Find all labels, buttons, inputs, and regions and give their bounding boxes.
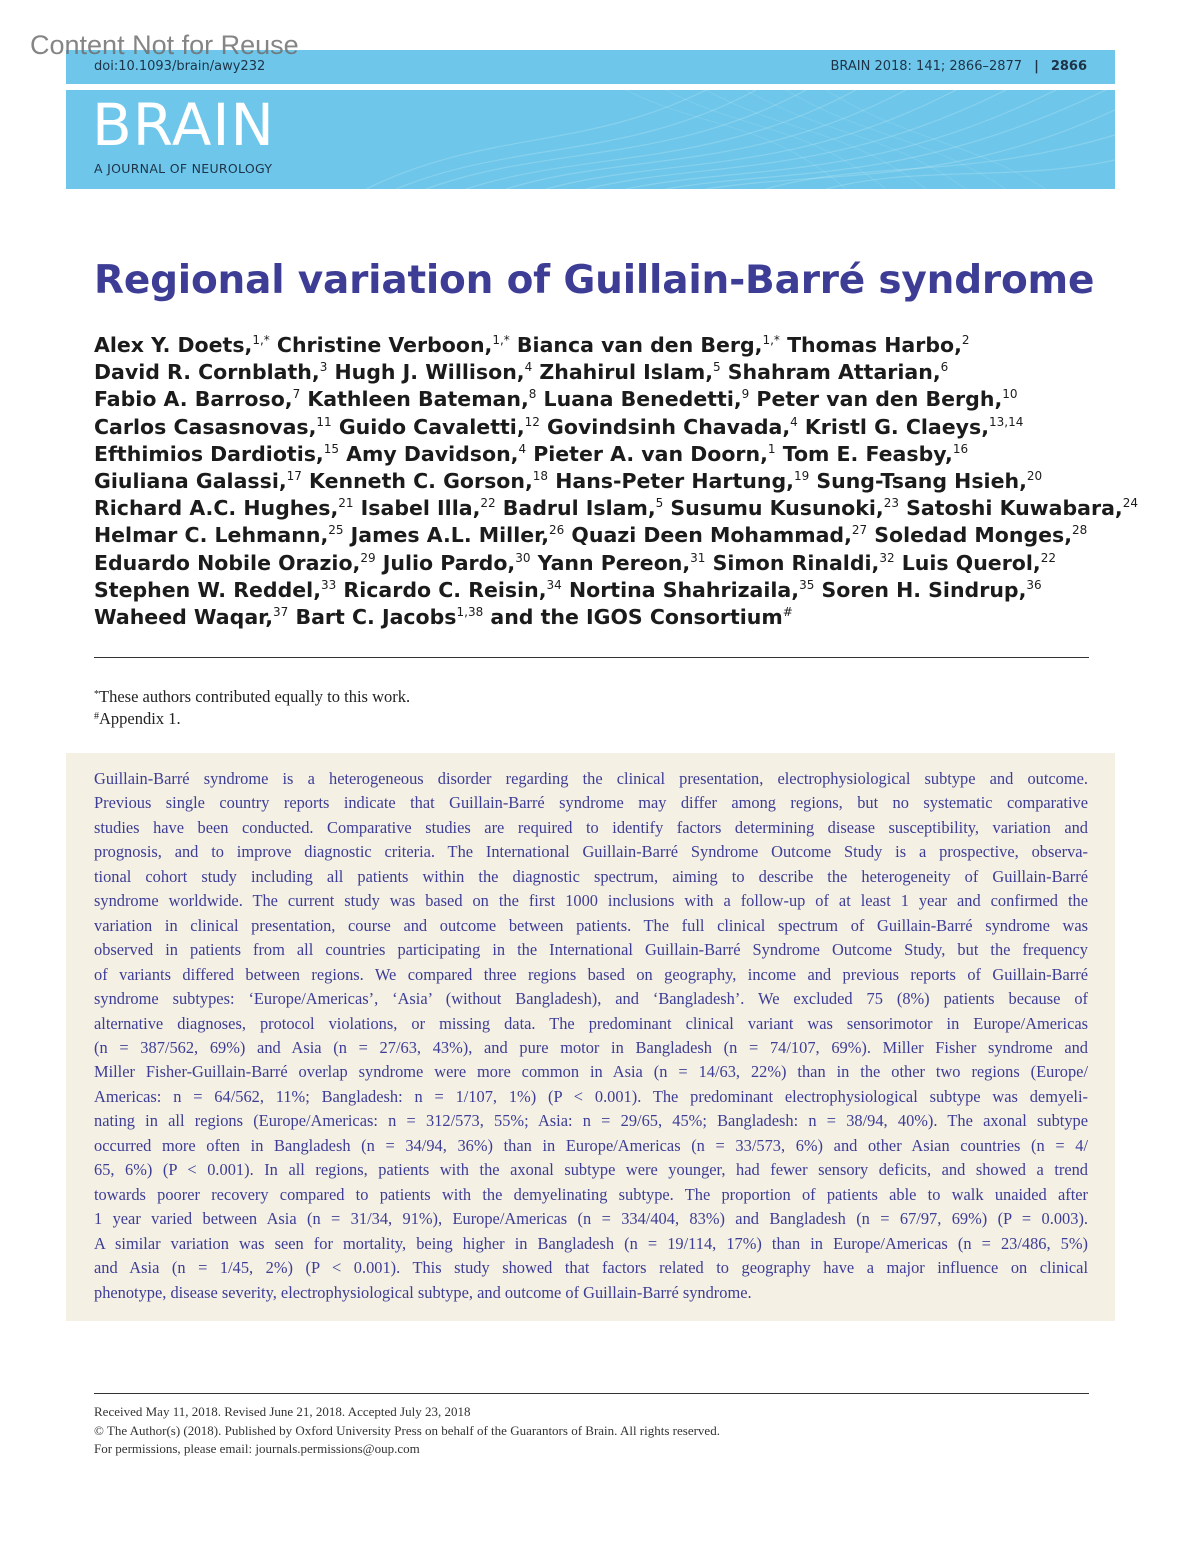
affiliation-marker: 17 <box>286 469 302 484</box>
abstract-line: nating in all regions (Europe/Americas: n = 312/573, 55%; Asia: n = 29/65, 45%; Bangladesh: n = 38/94, 40%). The axonal subtype <box>94 1111 1088 1131</box>
abstract-line: studies have been conducted. Comparative studies are required to identify factors determining disease susceptibility, variation and <box>94 817 1088 837</box>
affiliation-marker: 1,* <box>252 333 270 347</box>
author-name: Alex Y. Doets, <box>94 333 253 357</box>
abstract-line: A similar variation was seen for mortality, being higher in Bangladesh (n = 19/114, 17%) than in Europe/Americas (n = 23/486, 5%) <box>94 1233 1088 1253</box>
author-name: Soledad Monges, <box>867 523 1073 548</box>
affiliation-marker: 13,14 <box>989 414 1024 429</box>
abstract-line: of variants differed between regions. We compared three regions based on geography, income and previous reports of Guillain-Barré <box>94 964 1088 984</box>
author-name: Zhahirul Islam, <box>532 360 713 385</box>
abstract-line: Americas: n = 64/562, 11%; Bangladesh: n = 1/107, 1%) (P < 0.001). The predominant electrophysiological subtype was demyeli- <box>94 1086 1088 1106</box>
affiliation-marker: 21 <box>338 496 354 511</box>
affiliation-marker: 1,* <box>492 333 510 347</box>
footer-copyright: © The Author(s) (2018). Published by Oxford University Press on behalf of the Guarantors of Brain. All rights reserved. <box>94 1422 720 1438</box>
author-name: Soren H. Sindrup, <box>814 577 1027 602</box>
author-line <box>94 359 1104 386</box>
author-line <box>94 604 1104 631</box>
separator: | <box>1034 59 1039 74</box>
author-name: Luana Benedetti, <box>536 387 742 412</box>
author-list <box>94 332 1138 631</box>
author-name: Tom E. Feasby, <box>775 441 953 466</box>
affiliation-marker: 32 <box>879 550 895 565</box>
abstract-line: 65, 6%) (P < 0.001). In all regions, patients with the axonal subtype were younger, had fewer sensory deficits, and showed a trend <box>94 1160 1088 1180</box>
abstract-line: prognosis, and to improve diagnostic criteria. The International Guillain-Barré Syndrome Outcome Study is a prospective, observa- <box>94 842 1088 862</box>
abstract-line: observed in patients from all countries participating in the International Guillain-Barré Syndrome Outcome Study, but the frequency <box>94 940 1088 960</box>
author-name: and the IGOS Consortium <box>483 605 783 630</box>
note-text: These authors contributed equally to this work. <box>99 687 411 706</box>
footer <box>94 1403 720 1459</box>
author-name: Giuliana Galassi, <box>94 469 287 494</box>
affiliation-marker: 5 <box>712 360 721 375</box>
note-marker: # <box>94 711 99 722</box>
author-line <box>94 522 1104 549</box>
affiliation-marker: 25 <box>328 523 344 538</box>
affiliation-marker: 10 <box>1002 387 1018 402</box>
author-line <box>94 441 1104 468</box>
author-name: Amy Davidson, <box>339 441 519 466</box>
divider <box>94 1393 1089 1394</box>
author-name: Carlos Casasnovas, <box>94 414 317 439</box>
abstract-line: occurred more often in Bangladesh (n = 34/94, 36%) than in Europe/Americas (n = 33/573, 6%) and other Asian countries (n = 4/ <box>94 1135 1088 1155</box>
abstract-line: Miller Fisher-Guillain-Barré overlap syndrome were more common in Asia (n = 14/63, 22%) than in the other two regions (Europe/ <box>94 1062 1088 1082</box>
affiliation-marker: 3 <box>319 360 328 375</box>
abstract-line: syndrome subtypes: ‘Europe/Americas’, ‘Asia’ (without Bangladesh), and ‘Bangladesh’. We excluded 75 (8%) patients because of <box>94 989 1088 1009</box>
author-name: Hans-Peter Hartung, <box>548 469 794 494</box>
affiliation-marker: 8 <box>528 387 537 402</box>
abstract-line: (n = 387/562, 69%) and Asia (n = 27/63, 43%), and pure motor in Bangladesh (n = 74/107, 69%). Miller Fisher syndrome and <box>94 1037 1088 1057</box>
note-marker: * <box>94 689 99 700</box>
author-name: Simon Rinaldi, <box>705 550 880 575</box>
author-name: Hugh J. Willison, <box>327 360 525 385</box>
affiliation-marker: 37 <box>273 605 289 620</box>
affiliation-marker: 35 <box>799 577 815 592</box>
abstract-line: Guillain-Barré syndrome is a heterogeneous disorder regarding the clinical presentation, electrophysiological subtype and outcome. <box>94 769 1088 788</box>
affiliation-marker: # <box>782 605 793 620</box>
article-title: Regional variation of Guillain-Barré syndrome <box>94 258 1095 303</box>
affiliation-marker: 18 <box>532 469 549 484</box>
author-line <box>94 414 1104 441</box>
affiliation-marker: 4 <box>524 360 533 375</box>
author-line <box>94 495 1138 522</box>
abstract-line: variation in clinical presentation, course and outcome between patients. The full clinical spectrum of Guillain-Barré syndrome was <box>94 915 1088 935</box>
author-line <box>94 468 1104 495</box>
affiliation-marker: 33 <box>321 577 337 592</box>
affiliation-marker: 27 <box>851 523 868 538</box>
citation-text: BRAIN 2018: 141; 2866–2877 <box>830 59 1023 74</box>
author-name: Bianca van den Berg, <box>509 333 763 357</box>
footer-dates: Received May 11, 2018. Revised June 21, 2018. Accepted July 23, 2018 <box>94 1404 471 1419</box>
author-name: Ricardo C. Reisin, <box>336 577 547 602</box>
affiliation-marker: 24 <box>1122 496 1138 511</box>
abstract-box <box>66 753 1115 1321</box>
footer-permissions: For permissions, please email: journals.permissions@oup.com <box>94 1441 420 1456</box>
author-name: Helmar C. Lehmann, <box>94 523 329 548</box>
author-name: Nortina Shahrizaila, <box>561 577 800 602</box>
author-name: Efthimios Dardiotis, <box>94 441 324 466</box>
affiliation-marker: 19 <box>793 469 810 484</box>
affiliation-marker: 28 <box>1072 523 1088 538</box>
affiliation-marker: 11 <box>316 414 332 429</box>
affiliation-marker: 7 <box>292 387 301 402</box>
affiliation-marker: 36 <box>1026 577 1042 592</box>
affiliation-marker: 22 <box>480 496 496 511</box>
abstract-line: tional cohort study including all patients within the diagnostic spectrum, aiming to describe the heterogeneity of Guillain-Barré <box>94 866 1088 886</box>
author-name: Kathleen Bateman, <box>300 387 529 412</box>
author-notes <box>94 686 410 730</box>
author-name: Julio Pardo, <box>375 550 516 575</box>
author-note <box>94 686 410 708</box>
author-name: Eduardo Nobile Orazio, <box>94 550 361 575</box>
author-name: Waheed Waqar, <box>94 605 274 630</box>
author-name: Pieter A. van Doorn, <box>526 441 768 466</box>
affiliation-marker: 1,* <box>762 333 780 347</box>
abstract-line: and Asia (n = 1/45, 2%) (P < 0.001). This study showed that factors related to geography have a major influence on clinical <box>94 1258 1088 1278</box>
affiliation-marker: 5 <box>655 496 664 511</box>
abstract-text <box>94 767 1088 1305</box>
affiliation-marker: 9 <box>741 387 750 402</box>
affiliation-marker: 1,38 <box>456 605 484 620</box>
author-name: Fabio A. Barroso, <box>94 387 293 412</box>
page-number: 2866 <box>1050 59 1087 74</box>
author-name: Badrul Islam, <box>495 496 656 521</box>
abstract-line: towards poorer recovery compared to patients with the demyelinating subtype. The proportion of patients able to walk unaided after <box>94 1184 1088 1204</box>
author-line <box>94 386 1104 413</box>
affiliation-marker: 20 <box>1026 469 1043 484</box>
affiliation-marker: 34 <box>546 577 562 592</box>
author-name: Kenneth C. Gorson, <box>301 469 533 494</box>
author-name: Peter van den Bergh, <box>749 387 1003 412</box>
affiliation-marker: 4 <box>518 441 527 456</box>
journal-banner <box>66 90 1115 189</box>
author-name: Guido Cavaletti, <box>331 414 525 439</box>
author-name: Govindsinh Chavada, <box>539 414 791 439</box>
author-name: Stephen W. Reddel, <box>94 577 321 602</box>
author-name: Christine Verboon, <box>269 333 493 357</box>
abstract-line: phenotype, disease severity, electrophysiological subtype, and outcome of Guillain-Barré syndrome. <box>94 1282 752 1302</box>
abstract-line: 1 year varied between Asia (n = 31/34, 91%), Europe/Americas (n = 334/404, 83%) and Bangladesh (n = 67/97, 69%) (P = 0.003). <box>94 1209 1088 1229</box>
abstract-line: Previous single country reports indicate that Guillain-Barré syndrome may differ among regions, but no systematic comparative <box>94 793 1088 813</box>
author-name: Satoshi Kuwabara, <box>898 496 1123 521</box>
divider <box>94 657 1089 658</box>
author-line <box>94 550 1104 577</box>
abstract-line: alternative diagnoses, protocol violations, or missing data. The predominant clinical variant was sensorimotor in Europe/Americas <box>94 1013 1088 1033</box>
journal-subtitle: A JOURNAL OF NEUROLOGY <box>94 161 273 176</box>
journal-logo: BRAIN <box>92 91 275 159</box>
affiliation-marker: 16 <box>952 441 969 456</box>
author-name: Sung-Tsang Hsieh, <box>809 469 1027 494</box>
affiliation-marker: 15 <box>323 441 339 456</box>
affiliation-marker: 23 <box>883 496 899 511</box>
affiliation-marker: 22 <box>1040 550 1056 565</box>
author-name: Quazi Deen Mohammad, <box>564 523 852 548</box>
author-name: Shahram Attarian, <box>720 360 941 385</box>
affiliation-marker: 2 <box>961 333 970 347</box>
citation <box>830 59 1087 74</box>
author-line <box>94 332 1104 359</box>
abstract-line: syndrome worldwide. The current study was based on the first 1000 inclusions with a follow-up of at least 1 year and confirmed the <box>94 891 1088 911</box>
affiliation-marker: 4 <box>790 414 798 429</box>
affiliation-marker: 31 <box>690 550 706 565</box>
author-name: Bart C. Jacobs <box>288 605 457 630</box>
author-line <box>94 577 1104 604</box>
note-text: Appendix 1. <box>99 709 181 728</box>
author-name: Thomas Harbo, <box>779 333 962 357</box>
doi-link[interactable]: doi:10.1093/brain/awy232 <box>94 59 266 74</box>
affiliation-marker: 1 <box>767 441 776 456</box>
author-name: Kristl G. Claeys, <box>797 414 990 439</box>
author-name: James A.L. Miller, <box>343 523 550 548</box>
affiliation-marker: 30 <box>515 550 531 565</box>
watermark: Content Not for Reuse <box>30 30 299 60</box>
affiliation-marker: 29 <box>360 550 376 565</box>
author-name: Yann Pereon, <box>530 550 691 575</box>
affiliation-marker: 6 <box>940 360 949 375</box>
author-note <box>94 708 410 730</box>
affiliation-marker: 26 <box>549 523 565 538</box>
author-name: Luis Querol, <box>894 550 1041 575</box>
author-name: David R. Cornblath, <box>94 360 320 385</box>
affiliation-marker: 12 <box>524 414 540 429</box>
author-name: Richard A.C. Hughes, <box>94 496 339 521</box>
author-name: Isabel Illa, <box>353 496 481 521</box>
author-name: Susumu Kusunoki, <box>663 496 884 521</box>
